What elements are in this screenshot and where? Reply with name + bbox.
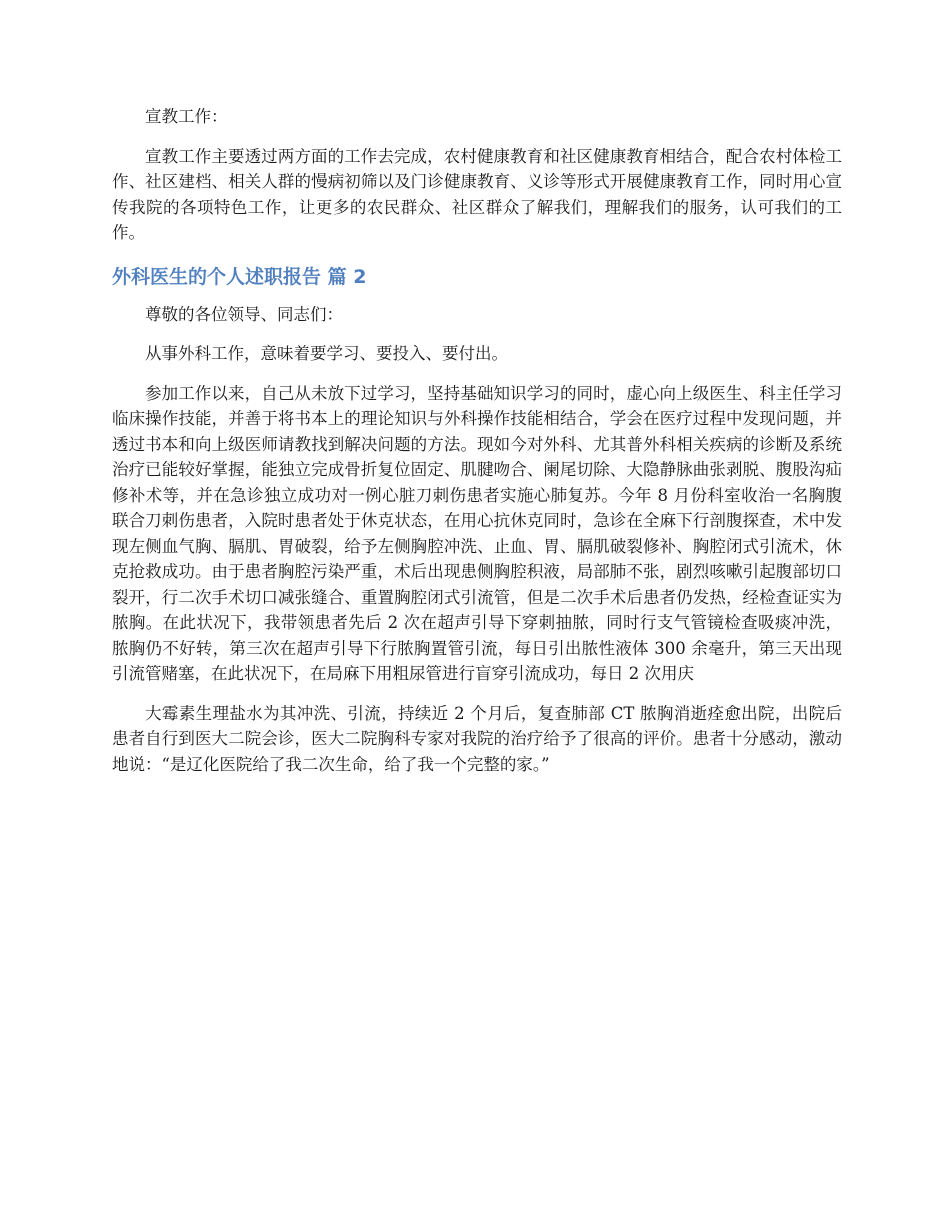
paragraph-education-title: 宣教工作： bbox=[145, 107, 228, 126]
document-page bbox=[112, 104, 842, 791]
paragraph-work-experience: 参加工作以来，自己从未放下过学习，坚持基础知识学习的同时，虚心向上级医生、科主任学习临床操作技能，并善于将书本上的理论知识与外科操作技能相结合，学会在医疗过程中发现问题，并透过书本和向上级医师请教找到解决问题的方法。现如今对外科、尤其普外科相关疾病的诊断及系统治疗已能较好掌握，能独立完成骨折复位固定、肌腱吻合、阑尾切除、大隐静脉曲张剥脱、腹股沟疝修补术等，并在急诊独立成功对一例心脏刀刺伤患者实施心肺复苏。今年 8 月份科室收治一名胸腹联合刀刺伤患者，入院时患者处于休克状态，在用心抗休克同时，急诊在全麻下行剖腹探查，术中发现左侧血气胸、膈肌、胃破裂，给予左侧胸腔冲洗、止血、胃、膈肌破裂修补、胸腔闭式引流术，休克抢救成功。由于患者胸腔污染严重，术后出现患侧胸腔积液，局部肺不张，剧烈咳嗽引起腹部切口裂开，行二次手术切口减张缝合、重置胸腔闭式引流管，但是二次手术后患者仍发热，经检查证实为脓胸。在此状况下，我带领患者先后 2 次在超声引导下穿刺抽脓，同时行支气管镜检查吸痰冲洗，脓胸仍不好转，第三次在超声引导下行脓胸置管引流，每日引出脓性液体 300 余毫升，第三天出现引流管赌塞，在此状况下，在局麻下用粗尿管进行盲穿引流成功，每日 2 次用庆 bbox=[112, 383, 842, 683]
paragraph-education-body: 宣教工作主要透过两方面的工作去完成，农村健康教育和社区健康教育相结合，配合农村体检工作、社区建档、相关人群的慢病初筛以及门诊健康教育、义诊等形式开展健康教育工作，同时用心宣传我院的各项特色工作，让更多的农民群众、社区群众了解我们，理解我们的服务，认可我们的工作。 bbox=[112, 146, 842, 242]
paragraph-greeting: 尊敬的各位领导、同志们： bbox=[145, 304, 343, 324]
section-heading: 外科医生的个人述职报告 篇 2 bbox=[112, 265, 367, 288]
paragraph-case-outcome: 大霉素生理盐水为其冲洗、引流，持续近 2 个月后，复查肺部 CT 脓胸消逝痊愈出院，出院后患者自行到医大二院会诊，医大二院胸科专家对我院的治疗给予了很高的评价。患者十分感动，激动地说：“是辽化医院给了我二次生命，给了我一个完整的家。” bbox=[112, 703, 842, 774]
paragraph-intro: 从事外科工作，意味着要学习、要投入、要付出。 bbox=[145, 344, 508, 363]
